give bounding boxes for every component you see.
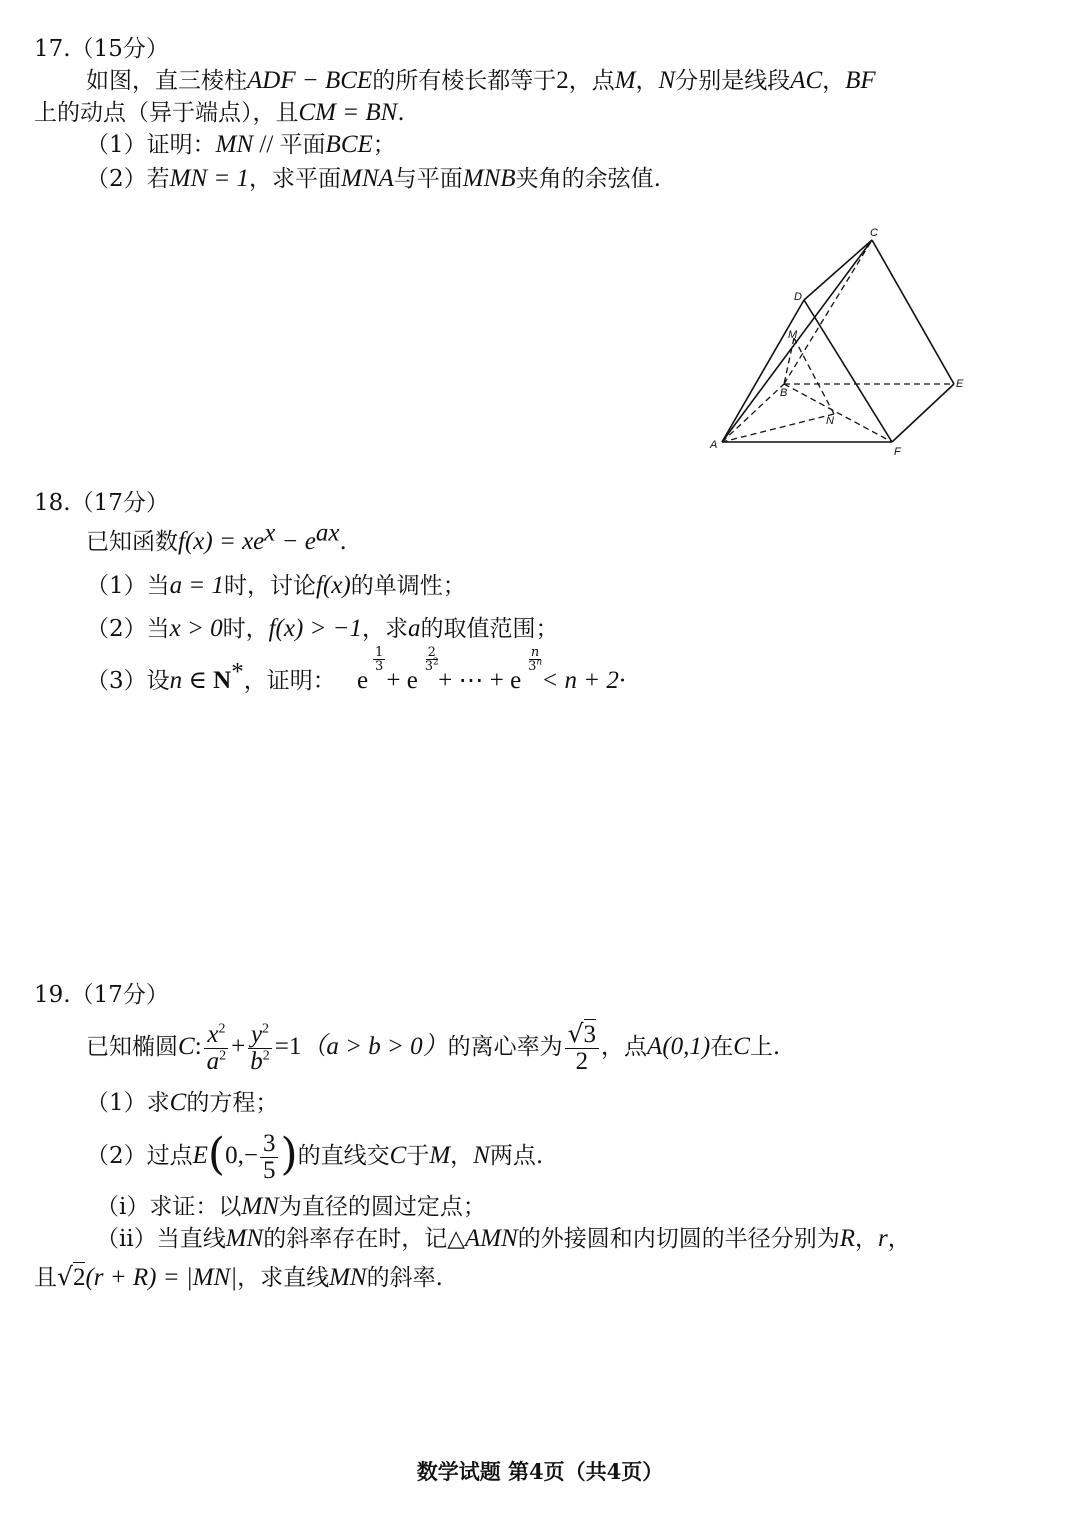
q19-pii-mn: MN bbox=[225, 1225, 264, 1252]
q19-pii-a: （ii）当直线 bbox=[96, 1226, 226, 1252]
q19-ellipse-name-2: C bbox=[733, 1033, 750, 1060]
q19-frac-num: 3 bbox=[260, 1131, 279, 1158]
edge-e-f bbox=[892, 384, 954, 442]
q17-p2-c: 与平面 bbox=[393, 166, 463, 192]
q17-p1-bce: BCE bbox=[325, 131, 373, 158]
q18-exp2-den: 3 bbox=[424, 659, 434, 674]
page-footer: 数学试题 第4页（共4页） bbox=[416, 1459, 664, 1484]
q18-part3 bbox=[86, 645, 627, 696]
label-m: M bbox=[788, 329, 798, 341]
q19-p2-c: C bbox=[389, 1142, 407, 1169]
q19-frac-3-5 bbox=[260, 1131, 279, 1184]
q18-e-n: e bbox=[510, 667, 522, 694]
q17-part1 bbox=[86, 130, 396, 160]
q18-p3-end: < n + 2 bbox=[535, 667, 619, 694]
q17-sep: ， bbox=[635, 68, 659, 94]
q18-p3-dot: · bbox=[618, 668, 627, 694]
q19-sqrt-3: 3 bbox=[583, 1021, 597, 1048]
q19-p2-a: （2）过点 bbox=[86, 1143, 193, 1169]
q18-exp1-den: 3 bbox=[375, 659, 384, 674]
edge-a-b-hidden bbox=[722, 384, 784, 442]
q19-intro-d: 在 bbox=[710, 1034, 734, 1060]
q19-p2-sep: ， bbox=[450, 1143, 474, 1169]
q19-pii-c: 的外接圆和内切圆的半径分别为 bbox=[517, 1226, 840, 1252]
q19-frac-den: 5 bbox=[262, 1156, 276, 1184]
q18-term-n bbox=[510, 645, 543, 696]
q18-exp-frac-n bbox=[526, 646, 544, 673]
q18-p2-d: 的取值范围； bbox=[420, 616, 559, 642]
q18-p1-a: （1）当 bbox=[86, 573, 170, 599]
q18-term-2 bbox=[406, 645, 439, 696]
prism-figure bbox=[706, 224, 976, 460]
q18-p3-naturals: N bbox=[213, 667, 232, 694]
q19-y-pow: 2 bbox=[262, 1021, 270, 1037]
q18-expn-num: n bbox=[530, 645, 540, 660]
q17-part2 bbox=[86, 164, 661, 194]
q17-segment-ac: AC bbox=[790, 67, 823, 94]
q19-pii-sep2: ， bbox=[887, 1226, 911, 1252]
q18-heading bbox=[34, 488, 169, 518]
q18-intro bbox=[86, 519, 347, 557]
q18-p3-b: ，证明： bbox=[243, 668, 336, 694]
label-f: F bbox=[894, 446, 901, 458]
label-e: E bbox=[956, 378, 964, 390]
q17-line2 bbox=[34, 98, 405, 128]
q19-x: x bbox=[207, 1020, 219, 1048]
q17-p1-parallel: // bbox=[253, 131, 280, 158]
q18-plus-1: + bbox=[380, 667, 407, 694]
q19-frac-y-num bbox=[248, 1022, 272, 1049]
q19-point-e: E bbox=[192, 1142, 208, 1169]
q19-p2-e: 两点. bbox=[489, 1143, 544, 1169]
q17-p2-a: （2）若 bbox=[86, 166, 170, 192]
q17-heading-text: 17.（15分） bbox=[34, 36, 169, 62]
q19-part-ii bbox=[96, 1224, 911, 1254]
q17-point-m: M bbox=[614, 67, 636, 94]
edge-b-f-hidden bbox=[784, 384, 892, 442]
q19-paren-open: ( bbox=[207, 1129, 226, 1180]
q19-p1-a: （1）求 bbox=[86, 1090, 170, 1116]
q18-p1-f: f(x) bbox=[316, 572, 351, 599]
q19-plus: + bbox=[231, 1033, 246, 1060]
edge-d-c bbox=[804, 240, 872, 300]
q17-edge-length: 2 bbox=[556, 67, 569, 94]
q19-p1-c: C bbox=[169, 1089, 187, 1116]
q17-segment-bf: BF bbox=[845, 67, 876, 94]
q19-intro-a: 已知椭圆 bbox=[86, 1034, 178, 1060]
q18-expn-pow: n bbox=[536, 657, 543, 668]
q18-exp2-pow: 2 bbox=[433, 657, 439, 668]
q19-p2-d: 于 bbox=[406, 1143, 430, 1169]
q19-last-mn: MN bbox=[329, 1264, 367, 1291]
q17-line2-a: 上的动点（异于端点），且 bbox=[34, 100, 299, 126]
q19-intro bbox=[86, 1012, 780, 1082]
q17-p2-d: 夹角的余弦值. bbox=[515, 166, 661, 192]
q19-heading bbox=[34, 980, 169, 1010]
q19-frac-y bbox=[247, 1022, 273, 1075]
q17-condition: CM = BN bbox=[298, 99, 398, 126]
q17-p1-a: （1）证明： bbox=[86, 132, 216, 158]
q18-p2-cond: x > 0 bbox=[169, 615, 223, 642]
q19-colon: : bbox=[194, 1033, 202, 1060]
q19-p1-b: 的方程； bbox=[186, 1090, 279, 1116]
edge-c-e bbox=[872, 240, 954, 384]
q19-pi-b: 为直径的圆过定点； bbox=[278, 1194, 486, 1220]
q19-heading-text: 19.（17分） bbox=[34, 982, 169, 1008]
q19-last-a: 且 bbox=[34, 1265, 57, 1291]
q17-period: . bbox=[397, 100, 405, 126]
q18-p1-cond: a = 1 bbox=[169, 572, 225, 599]
q17-p1-mn: MN bbox=[215, 131, 254, 158]
q17-p1-b: 平面 bbox=[279, 132, 326, 158]
q17-intro-a: 如图，直三棱柱 bbox=[86, 68, 247, 94]
q19-frac-x bbox=[204, 1022, 230, 1075]
q19-ecc-den: 2 bbox=[575, 1048, 589, 1075]
q18-p3-star: * bbox=[231, 658, 244, 686]
q19-pii-b: 的斜率存在时，记△ bbox=[263, 1226, 465, 1252]
q18-p3-a: （3）设 bbox=[86, 668, 170, 694]
q18-exp-frac-1 bbox=[373, 646, 385, 673]
q18-heading-text: 18.（17分） bbox=[34, 490, 169, 516]
q18-p2-ineq: f(x) > −1 bbox=[268, 615, 363, 642]
q19-last-sqrt-2: 2 bbox=[72, 1264, 86, 1291]
q19-last-c: 的斜率. bbox=[366, 1265, 443, 1291]
q19-point-a: A(0,1) bbox=[647, 1033, 711, 1060]
q18-p2-b: 时， bbox=[222, 616, 269, 642]
q19-last-b: ，求直线 bbox=[237, 1265, 330, 1291]
q18-exp-ax: ax bbox=[315, 519, 340, 547]
q18-p3-n: n ∈ bbox=[169, 667, 214, 694]
q18-function-part1: f(x) = xe bbox=[178, 528, 265, 555]
q18-e-1: e bbox=[357, 667, 369, 694]
q19-pi-mn: MN bbox=[241, 1193, 279, 1220]
q19-y: y bbox=[250, 1020, 263, 1048]
q19-point-m: M bbox=[429, 1142, 451, 1169]
q19-pii-big-r: R bbox=[839, 1225, 855, 1252]
q19-frac-x-den bbox=[204, 1049, 230, 1075]
q19-pii-amn: AMN bbox=[464, 1225, 518, 1252]
label-a: A bbox=[710, 439, 718, 451]
q19-frac-x-num bbox=[204, 1022, 228, 1049]
edge-d-f bbox=[804, 300, 892, 442]
q19-part-i bbox=[96, 1192, 486, 1222]
q19-a: a bbox=[206, 1047, 220, 1075]
q18-expn-den: 3 bbox=[528, 659, 537, 674]
q19-ecc-num bbox=[565, 1021, 599, 1049]
q19-ellipse-name: C bbox=[178, 1033, 195, 1060]
q18-p2-a: （2）当 bbox=[86, 616, 170, 642]
q19-pii-sep: ， bbox=[854, 1226, 878, 1252]
q18-exp1-num: 1 bbox=[375, 645, 384, 660]
q17-heading bbox=[34, 34, 169, 64]
q18-dots: + ⋯ + bbox=[431, 667, 511, 694]
q17-p2-b: ，求平面 bbox=[249, 166, 342, 192]
q19-e-coord: 0,− bbox=[225, 1142, 258, 1169]
q18-period: . bbox=[339, 529, 347, 555]
q19-intro-e: 上. bbox=[749, 1034, 781, 1060]
label-n: N bbox=[826, 415, 834, 427]
q17-intro-b: 的所有棱长都等于 bbox=[372, 68, 557, 94]
q17-p2-mna: MNA bbox=[341, 165, 394, 192]
q19-sqrt-sign: √ bbox=[567, 1019, 584, 1048]
q18-exp2-den-wrap bbox=[423, 657, 441, 674]
q18-exp2-num: 2 bbox=[427, 645, 436, 660]
q19-b-pow: 2 bbox=[262, 1048, 270, 1064]
q19-pii-small-r: r bbox=[877, 1225, 888, 1252]
label-b: B bbox=[780, 387, 788, 399]
q18-intro-a: 已知函数 bbox=[86, 529, 178, 555]
q19-part1 bbox=[86, 1088, 278, 1118]
q17-sep2: ， bbox=[822, 68, 846, 94]
q19-intro-c: ，点 bbox=[601, 1034, 648, 1060]
q17-intro-line bbox=[86, 66, 876, 96]
q18-p2-c: ，求 bbox=[362, 616, 409, 642]
q17-prism-name: ADF − BCE bbox=[247, 67, 373, 94]
q17-p1-end: ； bbox=[372, 132, 396, 158]
q18-p1-b: 时，讨论 bbox=[224, 573, 317, 599]
segment-m-n bbox=[794, 338, 834, 414]
q19-eccentricity bbox=[565, 1021, 599, 1075]
q19-intro-b: 的离心率为 bbox=[447, 1034, 563, 1060]
q19-pi-a: （i）求证：以 bbox=[96, 1194, 242, 1220]
q18-p2-a-var: a bbox=[408, 615, 421, 642]
q17-point-n: N bbox=[658, 67, 676, 94]
q18-part1 bbox=[86, 571, 466, 601]
q17-intro-d: 分别是线段 bbox=[675, 68, 791, 94]
q17-intro-c: ，点 bbox=[568, 68, 615, 94]
label-d: D bbox=[794, 291, 802, 303]
q18-function-part2: − e bbox=[275, 528, 316, 555]
q19-a-pow: 2 bbox=[219, 1048, 227, 1064]
q18-p1-c: 的单调性； bbox=[350, 573, 466, 599]
segment-m-b bbox=[784, 338, 794, 384]
q18-part2 bbox=[86, 614, 559, 644]
edge-a-c bbox=[722, 240, 872, 442]
label-c: C bbox=[870, 227, 878, 239]
q19-paren-close: ) bbox=[280, 1129, 298, 1180]
q19-point-n: N bbox=[473, 1142, 490, 1169]
q18-exp-x: x bbox=[264, 519, 276, 547]
q18-e-2: e bbox=[406, 667, 418, 694]
q19-condition: （a > b > 0） bbox=[301, 1033, 448, 1060]
q17-p2-mnb: MNB bbox=[462, 165, 516, 192]
q19-last-sqrt-sign: √ bbox=[57, 1262, 73, 1291]
q18-term-1 bbox=[357, 645, 384, 696]
q18-exp-frac-2 bbox=[423, 646, 441, 673]
q19-last-expr: (r + R) = |MN| bbox=[85, 1264, 238, 1291]
q19-b: b bbox=[250, 1047, 263, 1075]
q19-last-line bbox=[34, 1262, 443, 1293]
q19-eq1: =1 bbox=[274, 1033, 302, 1060]
q19-p2-b: 的直线交 bbox=[297, 1143, 390, 1169]
q19-x-pow: 2 bbox=[218, 1021, 226, 1037]
q19-frac-y-den bbox=[247, 1049, 273, 1075]
q18-expn-den-wrap bbox=[526, 657, 544, 674]
q19-part2 bbox=[86, 1124, 543, 1188]
q17-p2-cond: MN = 1 bbox=[169, 165, 250, 192]
